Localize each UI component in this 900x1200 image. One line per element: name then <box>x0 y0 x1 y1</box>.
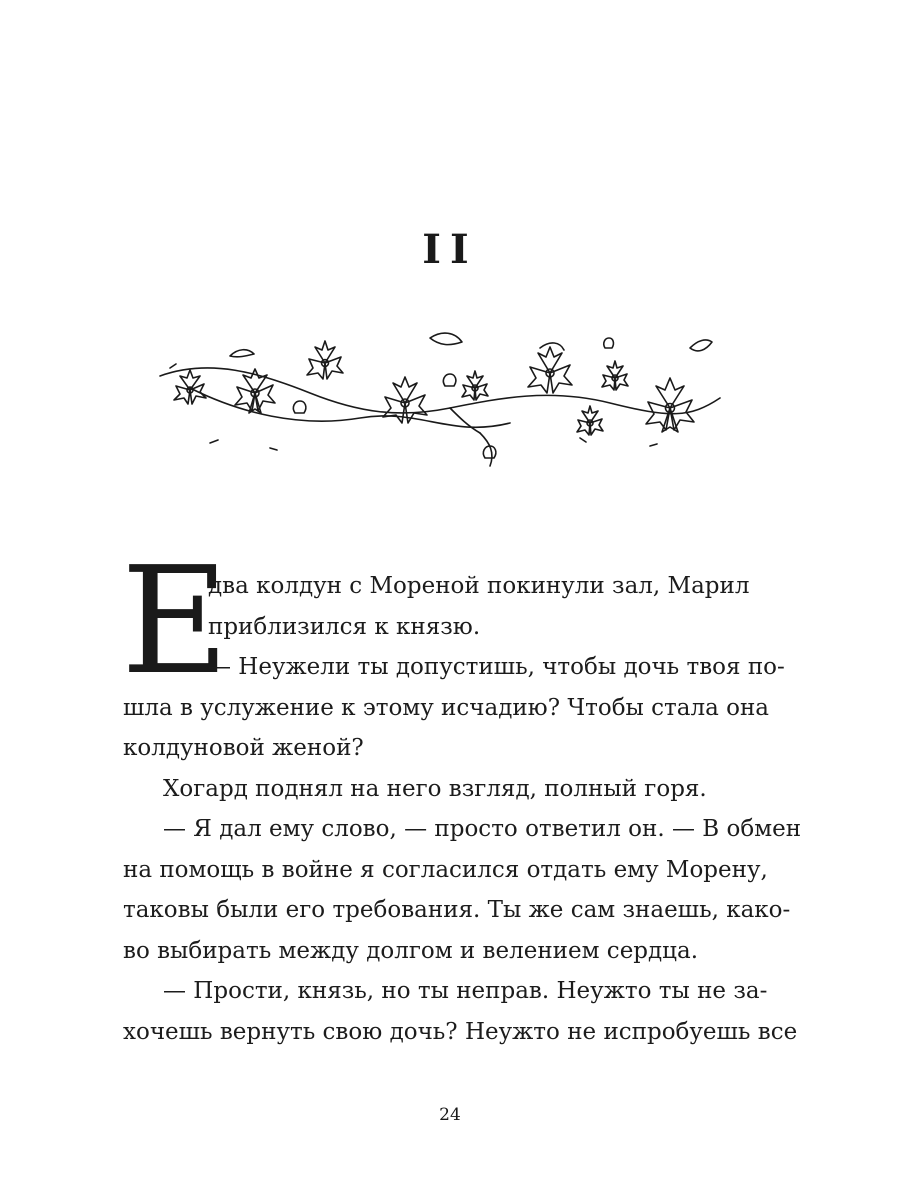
text-line: — Я дал ему слово, — просто ответил он. — В обмен <box>163 816 802 842</box>
text-line: — Неужели ты допустишь, чтобы дочь твоя по- <box>208 654 785 680</box>
body-text <box>123 566 802 1052</box>
text-line: во выбирать между долгом и велением сердца. <box>123 937 698 964</box>
text-line: хочешь вернуть свою дочь? Неужто не испробуешь все <box>123 1018 798 1045</box>
text-line: два колдун с Мореной покинули зал, Марил <box>208 573 750 599</box>
page-number: 24 <box>439 1105 461 1125</box>
text-line: колдуновой женой? <box>123 735 364 761</box>
text-line: приблизился к князю. <box>208 613 481 640</box>
drop-cap: Е <box>121 535 230 707</box>
cornflower-garland-icon <box>150 318 730 478</box>
text-line: — Прости, князь, но ты неправ. Неужто ты не за- <box>163 978 768 1004</box>
text-line: таковы были его требования. Ты же сам знаешь, како- <box>123 897 791 923</box>
text-line: на помощь в войне я согласился отдать ему Морену, <box>123 856 768 883</box>
text-line: Хогард поднял на него взгляд, полный горя. <box>163 775 707 802</box>
text-line: шла в услужение к этому исчадию? Чтобы стала она <box>123 694 769 721</box>
chapter-number: II <box>422 226 478 273</box>
